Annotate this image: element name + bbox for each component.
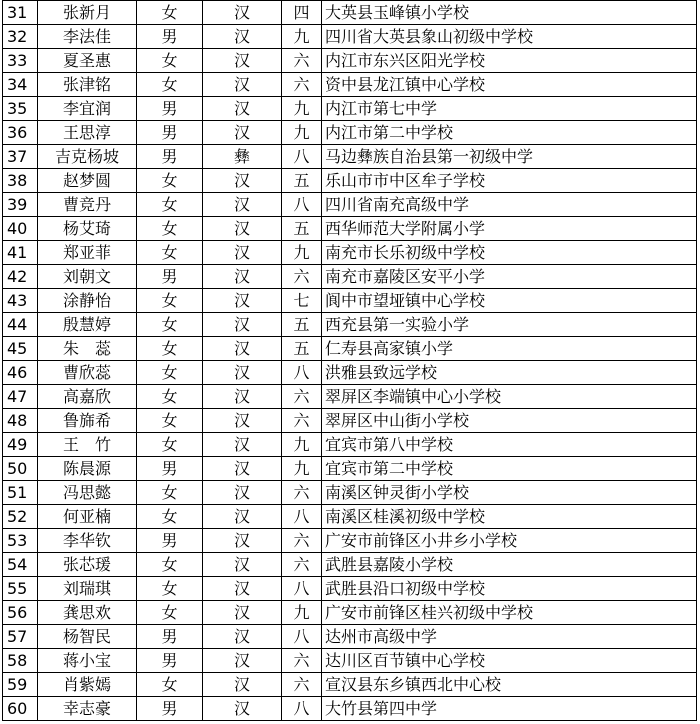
student-gender: 女 <box>137 553 203 577</box>
student-name: 殷慧婷 <box>38 313 137 337</box>
student-ethnicity: 汉 <box>203 265 282 289</box>
student-school: 广安市前锋区小井乡小学校 <box>322 529 697 553</box>
student-grade: 六 <box>282 673 322 697</box>
table-row <box>3 481 697 505</box>
student-school: 仁寿县高家镇小学 <box>322 337 697 361</box>
student-ethnicity: 彝 <box>203 145 282 169</box>
student-grade: 五 <box>282 313 322 337</box>
student-grade: 六 <box>282 385 322 409</box>
student-name: 郑亚菲 <box>38 241 137 265</box>
row-number: 46 <box>3 361 38 385</box>
student-table <box>2 0 697 721</box>
student-school: 翠屏区李端镇中心小学校 <box>322 385 697 409</box>
table-row <box>3 385 697 409</box>
student-school: 南充市长乐初级中学校 <box>322 241 697 265</box>
row-number: 50 <box>3 457 38 481</box>
student-gender: 女 <box>137 481 203 505</box>
student-grade: 六 <box>282 649 322 673</box>
table-row <box>3 697 697 721</box>
row-number: 55 <box>3 577 38 601</box>
student-gender: 女 <box>137 337 203 361</box>
student-name: 王思淳 <box>38 121 137 145</box>
row-number: 44 <box>3 313 38 337</box>
student-school: 马边彝族自治县第一初级中学 <box>322 145 697 169</box>
student-name: 赵梦圆 <box>38 169 137 193</box>
student-gender: 男 <box>137 457 203 481</box>
row-number: 51 <box>3 481 38 505</box>
student-grade: 九 <box>282 457 322 481</box>
row-number: 45 <box>3 337 38 361</box>
student-name: 幸志豪 <box>38 697 137 721</box>
table-row <box>3 409 697 433</box>
student-ethnicity: 汉 <box>203 697 282 721</box>
student-school: 南充市嘉陵区安平小学 <box>322 265 697 289</box>
student-grade: 四 <box>282 1 322 25</box>
student-grade: 九 <box>282 241 322 265</box>
table-row <box>3 265 697 289</box>
student-gender: 女 <box>137 73 203 97</box>
student-ethnicity: 汉 <box>203 193 282 217</box>
student-ethnicity: 汉 <box>203 577 282 601</box>
student-ethnicity: 汉 <box>203 505 282 529</box>
student-name: 龚思欢 <box>38 601 137 625</box>
student-school: 洪雅县致远学校 <box>322 361 697 385</box>
student-gender: 男 <box>137 25 203 49</box>
table-row <box>3 25 697 49</box>
student-ethnicity: 汉 <box>203 457 282 481</box>
student-gender: 男 <box>137 97 203 121</box>
student-gender: 女 <box>137 505 203 529</box>
student-name: 张津铭 <box>38 73 137 97</box>
student-ethnicity: 汉 <box>203 529 282 553</box>
table-row <box>3 193 697 217</box>
student-grade: 五 <box>282 169 322 193</box>
student-name: 涂静怡 <box>38 289 137 313</box>
student-gender: 男 <box>137 121 203 145</box>
student-grade: 七 <box>282 289 322 313</box>
table-row <box>3 121 697 145</box>
table-row <box>3 73 697 97</box>
table-row <box>3 97 697 121</box>
student-grade: 六 <box>282 49 322 73</box>
student-school: 达川区百节镇中心学校 <box>322 649 697 673</box>
student-school: 资中县龙江镇中心学校 <box>322 73 697 97</box>
student-name: 刘朝文 <box>38 265 137 289</box>
student-gender: 女 <box>137 313 203 337</box>
table-row <box>3 313 697 337</box>
student-gender: 男 <box>137 145 203 169</box>
student-ethnicity: 汉 <box>203 241 282 265</box>
student-grade: 八 <box>282 505 322 529</box>
student-name: 杨智民 <box>38 625 137 649</box>
student-school: 武胜县沿口初级中学校 <box>322 577 697 601</box>
student-school: 宜宾市第八中学校 <box>322 433 697 457</box>
student-ethnicity: 汉 <box>203 361 282 385</box>
row-number: 36 <box>3 121 38 145</box>
student-school: 西华师范大学附属小学 <box>322 217 697 241</box>
table-row <box>3 361 697 385</box>
student-ethnicity: 汉 <box>203 217 282 241</box>
row-number: 47 <box>3 385 38 409</box>
row-number: 37 <box>3 145 38 169</box>
table-row <box>3 289 697 313</box>
student-ethnicity: 汉 <box>203 313 282 337</box>
student-ethnicity: 汉 <box>203 649 282 673</box>
row-number: 53 <box>3 529 38 553</box>
student-grade: 六 <box>282 265 322 289</box>
row-number: 35 <box>3 97 38 121</box>
student-name: 张芯瑗 <box>38 553 137 577</box>
student-grade: 六 <box>282 73 322 97</box>
student-grade: 五 <box>282 337 322 361</box>
table-row <box>3 433 697 457</box>
student-name: 冯思懿 <box>38 481 137 505</box>
student-name: 张新月 <box>38 1 137 25</box>
student-name: 李法佳 <box>38 25 137 49</box>
table-row <box>3 217 697 241</box>
row-number: 31 <box>3 1 38 25</box>
row-number: 34 <box>3 73 38 97</box>
student-name: 蒋小宝 <box>38 649 137 673</box>
student-name: 李华钦 <box>38 529 137 553</box>
student-gender: 女 <box>137 217 203 241</box>
student-ethnicity: 汉 <box>203 169 282 193</box>
table-row <box>3 457 697 481</box>
student-school: 翠屏区中山街小学校 <box>322 409 697 433</box>
student-name: 夏圣惠 <box>38 49 137 73</box>
student-gender: 女 <box>137 385 203 409</box>
student-school: 乐山市市中区牟子学校 <box>322 169 697 193</box>
student-gender: 女 <box>137 673 203 697</box>
student-school: 广安市前锋区桂兴初级中学校 <box>322 601 697 625</box>
student-name: 高嘉欣 <box>38 385 137 409</box>
student-school: 大竹县第四中学 <box>322 697 697 721</box>
table-row <box>3 241 697 265</box>
student-grade: 六 <box>282 409 322 433</box>
row-number: 41 <box>3 241 38 265</box>
student-ethnicity: 汉 <box>203 289 282 313</box>
table-row <box>3 1 697 25</box>
student-grade: 九 <box>282 121 322 145</box>
student-school: 达州市高级中学 <box>322 625 697 649</box>
table-row <box>3 553 697 577</box>
student-ethnicity: 汉 <box>203 121 282 145</box>
student-name: 曹欣蕊 <box>38 361 137 385</box>
student-school: 内江市第二中学校 <box>322 121 697 145</box>
student-ethnicity: 汉 <box>203 25 282 49</box>
table-row <box>3 505 697 529</box>
student-name: 陈晨源 <box>38 457 137 481</box>
student-gender: 女 <box>137 49 203 73</box>
row-number: 54 <box>3 553 38 577</box>
student-ethnicity: 汉 <box>203 481 282 505</box>
student-grade: 八 <box>282 193 322 217</box>
student-grade: 九 <box>282 25 322 49</box>
student-school: 南溪区桂溪初级中学校 <box>322 505 697 529</box>
student-school: 内江市东兴区阳光学校 <box>322 49 697 73</box>
student-grade: 八 <box>282 625 322 649</box>
student-name: 曹竞丹 <box>38 193 137 217</box>
row-number: 58 <box>3 649 38 673</box>
row-number: 52 <box>3 505 38 529</box>
student-grade: 九 <box>282 601 322 625</box>
student-grade: 五 <box>282 217 322 241</box>
student-name: 朱 蕊 <box>38 337 137 361</box>
student-gender: 女 <box>137 361 203 385</box>
row-number: 42 <box>3 265 38 289</box>
student-ethnicity: 汉 <box>203 625 282 649</box>
row-number: 60 <box>3 697 38 721</box>
row-number: 57 <box>3 625 38 649</box>
student-school: 宣汉县东乡镇西北中心校 <box>322 673 697 697</box>
student-ethnicity: 汉 <box>203 433 282 457</box>
student-gender: 男 <box>137 265 203 289</box>
student-name: 杨艾琦 <box>38 217 137 241</box>
student-school: 四川省大英县象山初级中学校 <box>322 25 697 49</box>
student-grade: 八 <box>282 361 322 385</box>
table-row <box>3 529 697 553</box>
student-gender: 女 <box>137 193 203 217</box>
table-row <box>3 577 697 601</box>
student-grade: 九 <box>282 97 322 121</box>
row-number: 38 <box>3 169 38 193</box>
row-number: 49 <box>3 433 38 457</box>
student-ethnicity: 汉 <box>203 97 282 121</box>
student-name: 鲁旆希 <box>38 409 137 433</box>
student-gender: 女 <box>137 577 203 601</box>
student-grade: 八 <box>282 697 322 721</box>
student-school: 武胜县嘉陵小学校 <box>322 553 697 577</box>
student-ethnicity: 汉 <box>203 409 282 433</box>
student-gender: 女 <box>137 241 203 265</box>
table-row <box>3 625 697 649</box>
table-row <box>3 673 697 697</box>
student-grade: 六 <box>282 529 322 553</box>
student-ethnicity: 汉 <box>203 73 282 97</box>
student-gender: 男 <box>137 697 203 721</box>
student-ethnicity: 汉 <box>203 337 282 361</box>
student-grade: 六 <box>282 553 322 577</box>
student-table-body <box>3 1 697 721</box>
student-name: 吉克杨坡 <box>38 145 137 169</box>
student-grade: 九 <box>282 433 322 457</box>
student-grade: 八 <box>282 577 322 601</box>
student-grade: 八 <box>282 145 322 169</box>
student-school: 四川省南充高级中学 <box>322 193 697 217</box>
student-name: 刘瑞琪 <box>38 577 137 601</box>
row-number: 33 <box>3 49 38 73</box>
student-ethnicity: 汉 <box>203 1 282 25</box>
student-gender: 男 <box>137 649 203 673</box>
student-name: 何亚楠 <box>38 505 137 529</box>
row-number: 32 <box>3 25 38 49</box>
table-row <box>3 337 697 361</box>
student-gender: 男 <box>137 625 203 649</box>
student-ethnicity: 汉 <box>203 673 282 697</box>
student-ethnicity: 汉 <box>203 553 282 577</box>
student-school: 阆中市望垭镇中心学校 <box>322 289 697 313</box>
table-row <box>3 601 697 625</box>
student-school: 内江市第七中学 <box>322 97 697 121</box>
table-row <box>3 145 697 169</box>
student-grade: 六 <box>282 481 322 505</box>
row-number: 56 <box>3 601 38 625</box>
student-gender: 男 <box>137 529 203 553</box>
student-school: 大英县玉峰镇小学校 <box>322 1 697 25</box>
row-number: 48 <box>3 409 38 433</box>
row-number: 43 <box>3 289 38 313</box>
row-number: 40 <box>3 217 38 241</box>
student-name: 肖紫嫣 <box>38 673 137 697</box>
student-gender: 女 <box>137 433 203 457</box>
student-gender: 女 <box>137 289 203 313</box>
student-gender: 女 <box>137 1 203 25</box>
table-row <box>3 49 697 73</box>
student-name: 王 竹 <box>38 433 137 457</box>
student-gender: 女 <box>137 169 203 193</box>
student-school: 西充县第一实验小学 <box>322 313 697 337</box>
student-school: 南溪区钟灵街小学校 <box>322 481 697 505</box>
row-number: 39 <box>3 193 38 217</box>
student-ethnicity: 汉 <box>203 601 282 625</box>
student-ethnicity: 汉 <box>203 49 282 73</box>
student-gender: 女 <box>137 409 203 433</box>
student-name: 李宜润 <box>38 97 137 121</box>
student-ethnicity: 汉 <box>203 385 282 409</box>
row-number: 59 <box>3 673 38 697</box>
table-row <box>3 649 697 673</box>
table-row <box>3 169 697 193</box>
student-school: 宜宾市第二中学校 <box>322 457 697 481</box>
student-gender: 女 <box>137 601 203 625</box>
